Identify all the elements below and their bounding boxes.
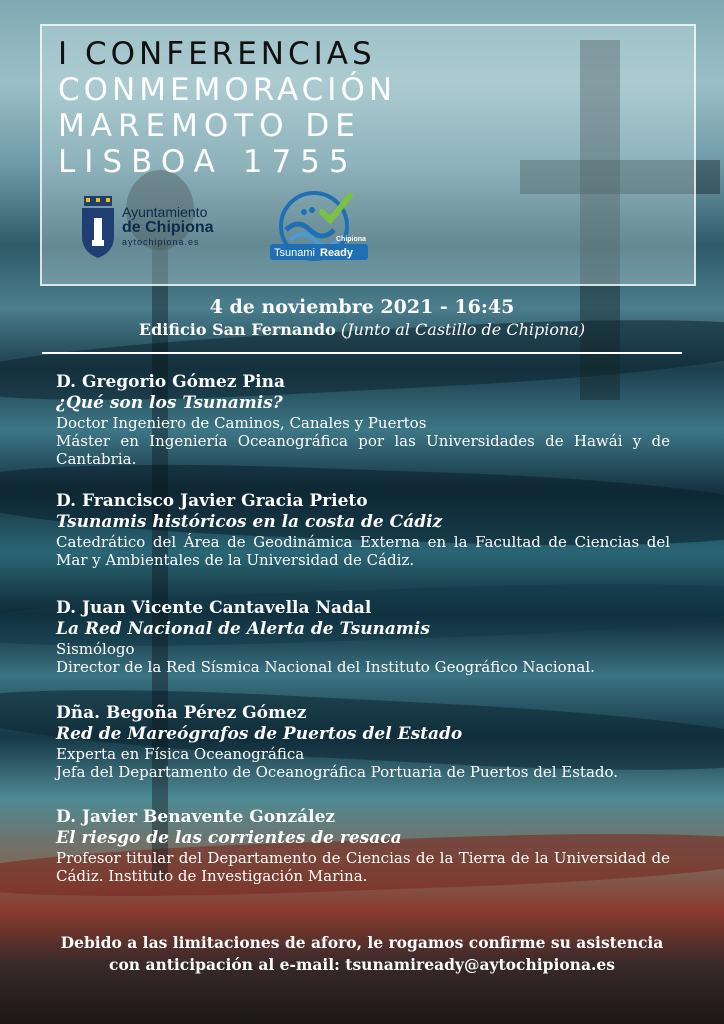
event-date: 4 de noviembre 2021 - 16:45 [209,296,515,318]
talk-title: ¿Qué son los Tsunamis? [56,393,283,413]
speaker-name: D. Juan Vicente Cantavella Nadal [56,598,372,618]
speaker-bio: Sismólogo [56,640,135,658]
divider [42,352,682,354]
talk-title: La Red Nacional de Alerta de Tsunamis [56,619,430,639]
tsunami-ready-logo [268,190,372,266]
footer-line-2: con anticipación al e-mail: tsunamiready@aytochipiona.es [109,955,615,974]
speaker-block [56,491,670,569]
ayuntamiento-label: Ayuntamiento [122,203,208,220]
title-line-1: I CONFERENCIAS [58,36,376,72]
speaker-block [56,372,670,468]
tsunami-word: Tsunami [274,247,315,259]
speaker-name: D. Francisco Javier Gracia Prieto [56,491,368,511]
speaker-bio: Experta en Física Oceanográfica [56,745,305,763]
speaker-bio: Catedrático del Área de Geodinámica Externa en la Facultad de Ciencias del Mar y Ambientales de la Universidad de Cádiz. [56,533,670,569]
tsunami-ready-small: Chipiona [336,236,366,243]
ready-word: Ready [320,247,354,259]
speaker-bio: Jefa del Departamento de Oceanográfica Portuaria de Puertos del Estado. [56,763,619,781]
chipiona-label: de Chipiona [122,218,214,236]
conference-title [58,36,396,180]
talk-title: Red de Mareógrafos de Puertos del Estado [56,724,463,744]
title-line-4: LISBOA 1755 [58,144,358,180]
speaker-name: D. Javier Benavente González [56,807,336,827]
speaker-bio: Director de la Red Sísmica Nacional del Instituto Geográfico Nacional. [56,658,595,676]
talk-title: El riesgo de las corrientes de resaca [56,828,402,848]
footer-note [30,932,694,976]
event-venue-note: (Junto al Castillo de Chipiona) [340,320,586,339]
title-line-2: CONMEMORACIÓN [58,72,397,108]
ayuntamiento-logo [80,196,214,258]
coat-of-arms-icon [80,196,116,258]
speaker-bio: Doctor Ingeniero de Caminos, Canales y Puertos [56,414,427,432]
speaker-name: D. Gregorio Gómez Pina [56,372,286,392]
ayuntamiento-url: aytochipiona.es [122,236,200,247]
speaker-bio: Profesor titular del Departamento de Ciencias de la Tierra de la Universidad de Cádiz. Instituto de Investigación Marina. [56,849,670,885]
talk-title: Tsunamis históricos en la costa de Cádiz [56,512,443,532]
speaker-bio: Máster en Ingeniería Oceanográfica por las Universidades de Hawái y de Cantabria. [56,432,670,468]
speaker-name: Dña. Begoña Pérez Gómez [56,703,307,723]
event-venue: Edificio San Fernando [138,320,336,339]
speaker-block [56,598,670,676]
event-venue-line [0,320,724,339]
title-line-3: MAREMOTO DE [58,108,361,144]
footer-line-1: Debido a las limitaciones de aforo, le rogamos confirme su asistencia [60,933,664,952]
speaker-block [56,807,670,885]
speaker-block [56,703,670,781]
